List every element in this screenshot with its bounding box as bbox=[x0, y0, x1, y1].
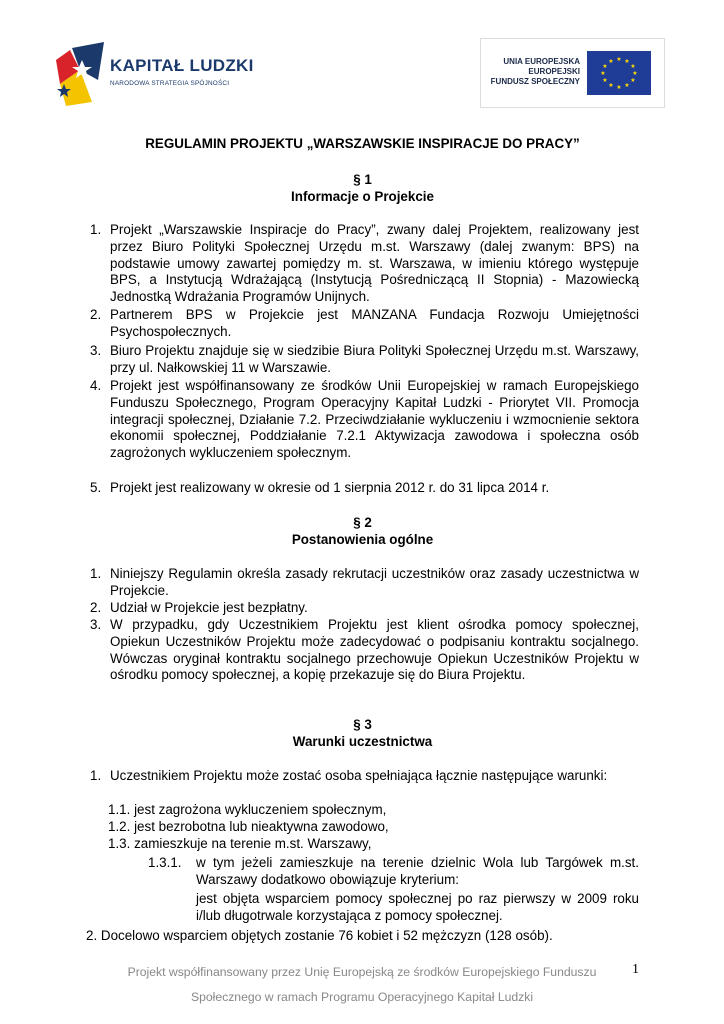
section-2-heading: Postanowienia ogólne bbox=[291, 532, 434, 547]
list-item bbox=[90, 617, 639, 684]
sub-list-item-text: jest zagrożona wykluczeniem społecznym, bbox=[134, 802, 387, 817]
list-item bbox=[90, 343, 639, 377]
sub-list-item bbox=[108, 836, 371, 853]
svg-text:★: ★ bbox=[616, 84, 622, 91]
svg-text:★: ★ bbox=[624, 58, 630, 65]
eu-logo-line3: FUNDUSZ SPOŁECZNY bbox=[490, 77, 580, 86]
eu-logo-text bbox=[491, 57, 580, 87]
kapital-ludzki-logo bbox=[52, 40, 262, 110]
sub-sub-list-item-number: 1.3.1. bbox=[148, 855, 182, 870]
kapital-ludzki-subtitle: NARODOWA STRATEGIA SPÓJNOŚCI bbox=[110, 80, 230, 87]
sub-sub-list-item-text: w tym jeżeli zamieszkuje na terenie dzielnic Wola lub Targówek m.st. Warszawy dodatkowo obowiązuje kryterium: bbox=[196, 855, 639, 887]
section-1-number: § 1 bbox=[353, 172, 372, 187]
list-item bbox=[86, 928, 553, 945]
list-item bbox=[90, 480, 639, 497]
list-item-text: Udział w Projekcie jest bezpłatny. bbox=[110, 600, 308, 615]
sub-list-item-text: zamieszkuje na terenie m.st. Warszawy, bbox=[134, 836, 372, 851]
svg-text:★: ★ bbox=[630, 77, 636, 84]
list-item-text: W przypadku, gdy Uczestnikiem Projektu jest klient ośrodka pomocy społecznej, Opiekun Uczestników Projektu może zadecydować o podpisaniu kontraktu socjalnego. Wówczas oryginał kontraktu socjalnego przechowuje Opiekun Uczestników Projektu w ośrodku pomocy społecznej, a kopię przekazuje się do Biura Projektu. bbox=[110, 617, 639, 683]
svg-text:★: ★ bbox=[608, 82, 614, 89]
sub-list-item bbox=[108, 802, 386, 819]
sub-list-item-number: 1.2. bbox=[108, 819, 131, 834]
sub-list-item-text: jest bezrobotna lub nieaktywna zawodowo, bbox=[134, 819, 389, 834]
list-item-text: Partnerem BPS w Projekcie jest MANZANA Fundacja Rozwoju Umiejętności Psychospołecznych. bbox=[110, 307, 639, 339]
document-title: REGULAMIN PROJEKTU „WARSZAWSKIE INSPIRACJE DO PRACY” bbox=[145, 136, 580, 151]
list-item-number: 1. bbox=[90, 566, 102, 581]
list-item-number: 2. bbox=[90, 600, 102, 615]
svg-text:★: ★ bbox=[616, 56, 622, 63]
svg-text:★: ★ bbox=[624, 82, 630, 89]
list-item-text: Uczestnikiem Projektu może zostać osoba spełniająca łącznie następujące warunki: bbox=[110, 768, 608, 783]
list-item-text: Projekt „Warszawskie Inspiracje do Pracy”, zwany dalej Projektem, realizowany jest przez Biuro Polityki Społecznej Urzędu m.st. Warszawy (dalej zwanym: BPS) na podstawie umowy zawartej pomiędzy m. st. Warszawa, w imieniu którego występuje BPS, a Instytucją Wdrażającą (Instytucją Pośredniczącą II Stopnia) - Mazowiecką Jednostką Wdrażania Programów Unijnych. bbox=[110, 222, 639, 305]
section-1-heading: Informacje o Projekcie bbox=[291, 189, 434, 204]
list-item-number: 2. bbox=[90, 307, 102, 322]
list-item-text: Biuro Projektu znajduje się w siedzibie Biura Polityki Społecznej Urzędu m.st. Warszawy, przy ul. Nałkowskiej 11 w Warszawie. bbox=[110, 343, 639, 375]
list-item-number: 3. bbox=[90, 617, 102, 632]
criterion-text bbox=[196, 891, 639, 925]
sub-list-item bbox=[108, 819, 389, 836]
list-item-text: Niniejszy Regulamin określa zasady rekrutacji uczestników oraz zasady uczestnictwa w Projekcie. bbox=[110, 566, 639, 598]
list-item bbox=[90, 768, 639, 785]
kapital-ludzki-emblem-icon bbox=[52, 40, 108, 110]
page-number: 1 bbox=[632, 962, 639, 977]
list-item-text: Docelowo wsparciem objętych zostanie 76 kobiet i 52 mężczyzn (128 osób). bbox=[100, 928, 553, 943]
list-item bbox=[90, 307, 639, 341]
kapital-ludzki-title: KAPITAŁ LUDZKI bbox=[110, 56, 254, 75]
list-item-number: 1. bbox=[90, 222, 102, 237]
list-item-number: 4. bbox=[90, 378, 102, 393]
eu-logo-line1: UNIA EUROPEJSKA bbox=[503, 57, 580, 66]
list-item-number: 5. bbox=[90, 480, 102, 495]
list-item-number: 2. bbox=[86, 928, 98, 943]
section-3-heading: Warunki uczestnictwa bbox=[292, 734, 433, 749]
svg-text:★: ★ bbox=[602, 63, 608, 70]
list-item bbox=[90, 566, 639, 600]
list-item-number: 3. bbox=[90, 343, 102, 358]
svg-text:★: ★ bbox=[632, 70, 638, 77]
sub-sub-list-item bbox=[148, 855, 639, 889]
list-item-text: Projekt jest współfinansowany ze środków Unii Europejskiej w ramach Europejskiego Funduszu Społecznego, Program Operacyjny Kapitał Ludzki - Priorytet VII. Promocja integracji społecznej, Działanie 7.2. Przeciwdziałanie wykluczeniu i wzmocnienie sektora ekonomii społecznej, Poddziałanie 7.2.1 Aktywizacja zawodowa i społeczna osób zagrożonych wykluczeniem społecznym. bbox=[110, 378, 639, 461]
list-item-number: 1. bbox=[90, 768, 102, 783]
list-item bbox=[90, 378, 639, 462]
section-3-number: § 3 bbox=[353, 717, 372, 732]
eu-efs-logo bbox=[480, 38, 665, 108]
list-item-text: Projekt jest realizowany w okresie od 1 sierpnia 2012 r. do 31 lipca 2014 r. bbox=[110, 480, 550, 495]
footer-line-1: Projekt współfinansowany przez Unię Europejską ze środków Europejskiego Funduszu bbox=[127, 965, 597, 979]
svg-text:★: ★ bbox=[630, 63, 636, 70]
svg-text:★: ★ bbox=[602, 77, 608, 84]
eu-flag-icon bbox=[587, 51, 651, 95]
sub-list-item-number: 1.3. bbox=[108, 836, 131, 851]
list-item bbox=[90, 222, 639, 306]
criterion-text-content: jest objęta wsparciem pomocy społecznej po raz pierwszy w 2009 roku i/lub długotrwale korzystająca z pomocy społecznej. bbox=[196, 891, 639, 923]
svg-text:★: ★ bbox=[600, 70, 606, 77]
footer-line-2: Społecznego w ramach Programu Operacyjnego Kapitał Ludzki bbox=[190, 990, 534, 1004]
sub-list-item-number: 1.1. bbox=[108, 802, 131, 817]
section-2-number: § 2 bbox=[353, 515, 372, 530]
eu-logo-line2: EUROPEJSKI bbox=[528, 67, 580, 76]
svg-text:★: ★ bbox=[608, 58, 614, 65]
list-item bbox=[90, 600, 639, 617]
